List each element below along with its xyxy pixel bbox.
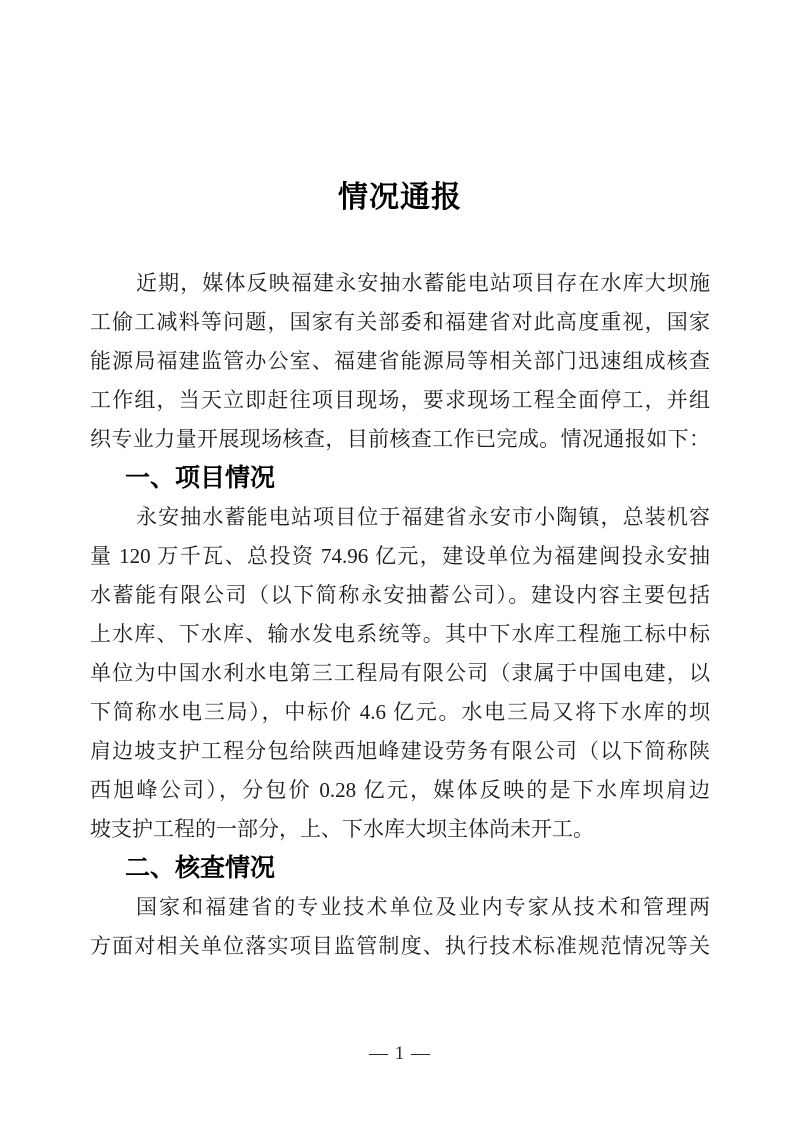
text-line: 量 120 万千瓦、总投资 74.96 亿元，建设单位为福建闽投永安抽: [90, 544, 710, 568]
section-heading-1: 一、项目情况: [125, 464, 276, 492]
text-line: 肩边坡支护工程分包给陕西旭峰建设劳务有限公司（以下简称陕: [90, 739, 710, 763]
text-line: 坡支护工程的一部分，上、下水库大坝主体尚未开工。: [90, 817, 594, 841]
text-line: 永安抽水蓄能电站项目位于福建省永安市小陶镇，总装机容: [136, 505, 710, 529]
text-line: 上水库、下水库、输水发电系统等。其中下水库工程施工标中标: [90, 622, 710, 646]
document-body: [90, 264, 710, 966]
text-line: 水蓄能有限公司（以下简称永安抽蓄公司）。建设内容主要包括: [90, 583, 710, 607]
text-line: 国家和福建省的专业技术单位及业内专家从技术和管理两: [136, 895, 710, 919]
text-line: 方面对相关单位落实项目监管制度、执行技术标准规范情况等关: [90, 934, 710, 958]
text-line: 能源局福建监管办公室、福建省能源局等相关部门迅速组成核查: [90, 349, 710, 373]
text-line: 工偷工减料等问题，国家有关部委和福建省对此高度重视，国家: [90, 310, 710, 334]
text-line: 织专业力量开展现场核查，目前核查工作已完成。情况通报如下：: [90, 427, 710, 451]
text-line: 单位为中国水利水电第三工程局有限公司（隶属于中国电建，以: [90, 661, 710, 685]
text-line: 西旭峰公司），分包价 0.28 亿元，媒体反映的是下水库坝肩边: [90, 778, 710, 802]
text-line: 下简称水电三局），中标价 4.6 亿元。水电三局又将下水库的坝: [90, 700, 710, 724]
page-number: — 1 —: [369, 1043, 431, 1064]
text-line: 近期，媒体反映福建永安抽水蓄能电站项目存在水库大坝施: [136, 271, 710, 295]
text-line: 工作组，当天立即赶往项目现场，要求现场工程全面停工，并组: [90, 388, 710, 412]
document-title: 情况通报: [338, 181, 462, 214]
section-heading-2: 二、核查情况: [125, 854, 276, 882]
